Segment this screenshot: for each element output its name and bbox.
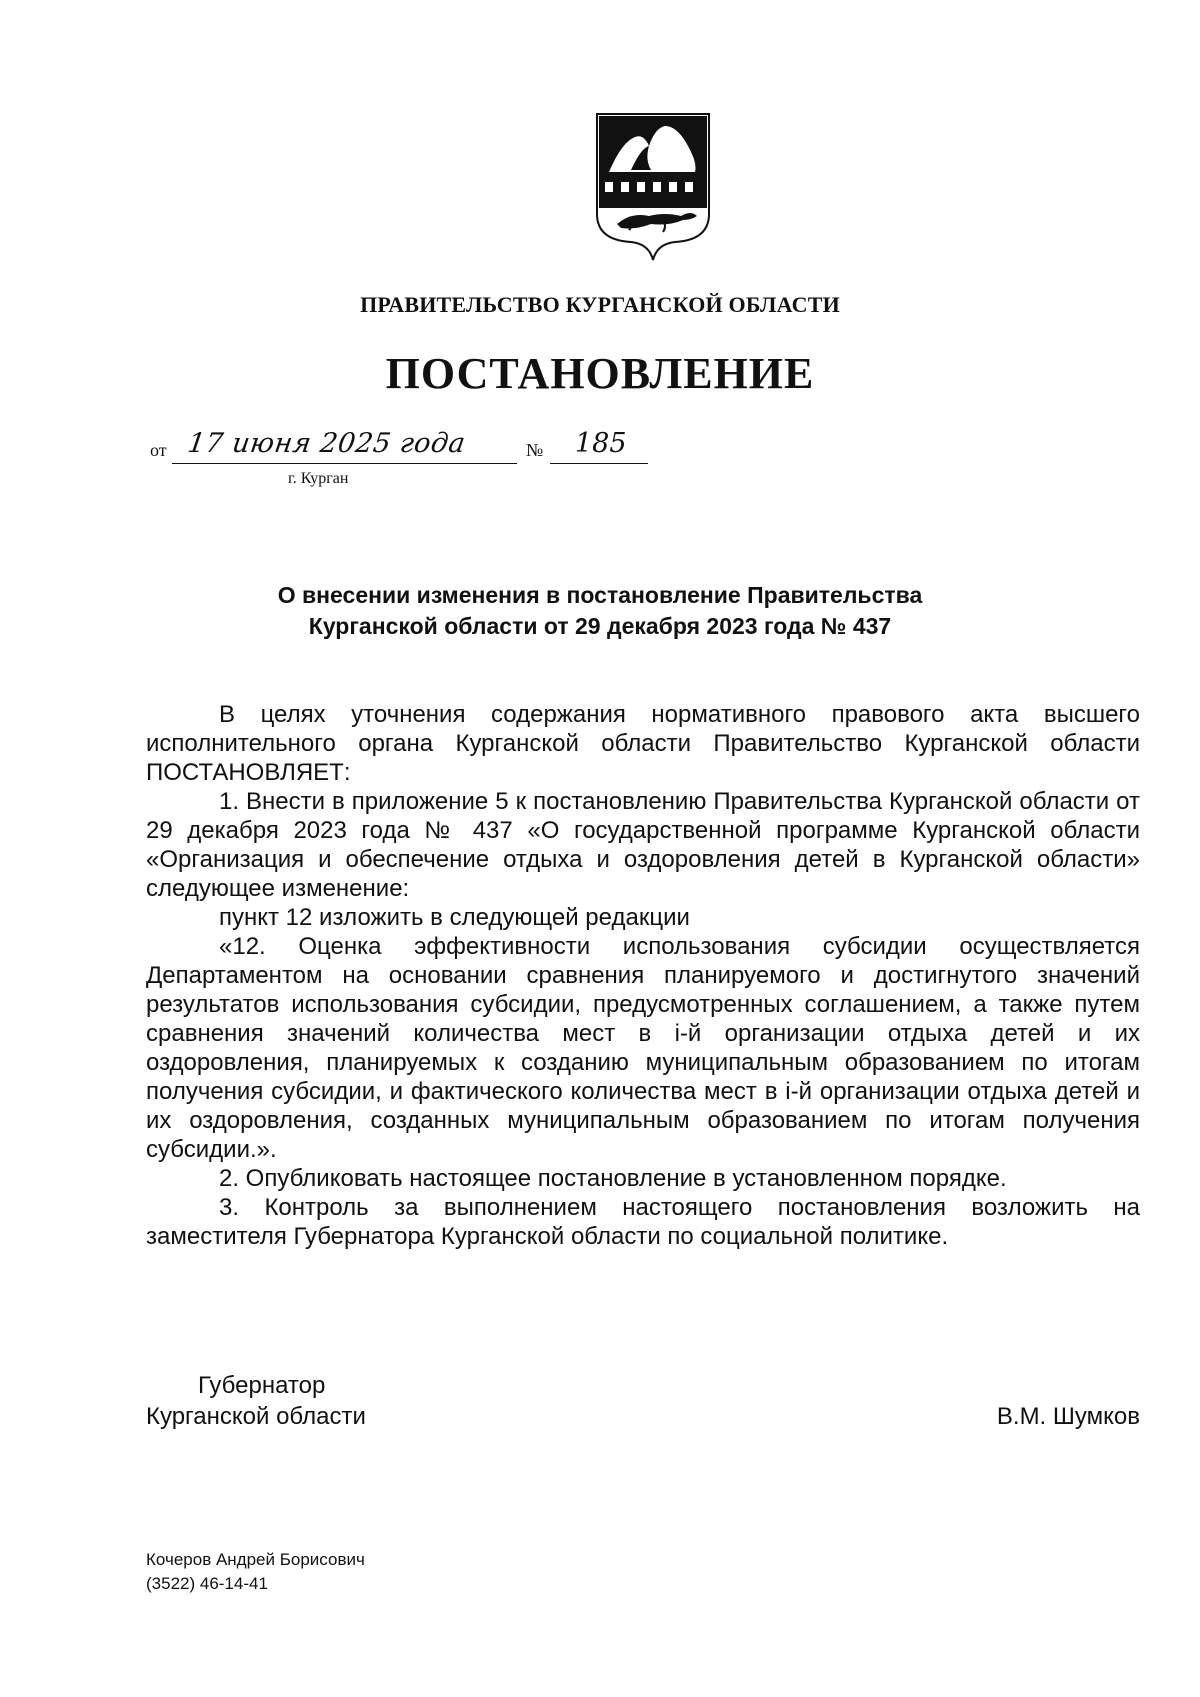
government-name: ПРАВИТЕЛЬСТВО КУРГАНСКОЙ ОБЛАСТИ xyxy=(360,292,840,317)
document-type-title: ПОСТАНОВЛЕНИЕ xyxy=(385,349,815,398)
body-paragraph: 2. Опубликовать настоящее постановление в установленном порядке. xyxy=(219,1165,1007,1192)
document-subject xyxy=(0,580,1200,642)
date-prefix: от xyxy=(150,440,167,460)
subject-line-1: О внесении изменения в постановление Правительства xyxy=(277,582,923,608)
subject-line-2: Курганской области от 29 декабря 2023 года № 437 xyxy=(308,613,892,639)
body-paragraph: пункт 12 изложить в следующей редакции xyxy=(219,904,690,931)
city-label: г. Курган xyxy=(288,470,349,487)
body-paragraph: «12. Оценка эффективности использования субсидии осуществляется Департаментом на основании сравнения планируемого и достигнутого значений результатов использования субсидии, предусмотренных соглашением, а также путем сравнения значений количества мест в і-й организации отдыха детей и их оздоровления, планируемых к созданию муниципальным образованием по итогам получения субсидии, и фактического количества мест в і-й организации отдыха детей и их оздоровления, созданных муниципальным образованием по итогам получения субсидии.». xyxy=(146,933,1140,1163)
signatory-position-line-1: Губернатор xyxy=(198,1372,326,1399)
coat-of-arms-icon xyxy=(591,112,715,262)
contact-phone: (3522) 46-14-41 xyxy=(146,1574,268,1593)
date-number-line xyxy=(150,428,670,488)
handwritten-date: 17 июня 2025 года xyxy=(185,428,468,459)
handwritten-number: 185 xyxy=(575,428,627,459)
document-body xyxy=(146,700,1140,1251)
number-label: № xyxy=(526,440,544,460)
body-paragraph: В целях уточнения содержания нормативного правового акта высшего исполнительного органа Курганской области Правительство Курганской области ПОСТАНОВЛЯЕТ: xyxy=(146,701,1140,786)
signatory-position-line-2: Курганской области xyxy=(146,1403,366,1430)
date-underline xyxy=(172,463,517,464)
contact-info xyxy=(146,1548,365,1596)
body-paragraph: 1. Внести в приложение 5 к постановлению Правительства Курганской области от 29 декабря 2023 года № 437 «О государственной программе Курганской области «Организация и обеспечение отдыха и оздоровления детей в Курганской области» следующее изменение: xyxy=(146,788,1140,902)
signatory-name: В.М. Шумков xyxy=(996,1403,1140,1430)
body-paragraph: 3. Контроль за выполнением настоящего постановления возложить на заместителя Губернатора Курганской области по социальной политике. xyxy=(146,1194,1140,1250)
contact-person: Кочеров Андрей Борисович xyxy=(146,1550,365,1569)
number-underline xyxy=(550,463,648,464)
